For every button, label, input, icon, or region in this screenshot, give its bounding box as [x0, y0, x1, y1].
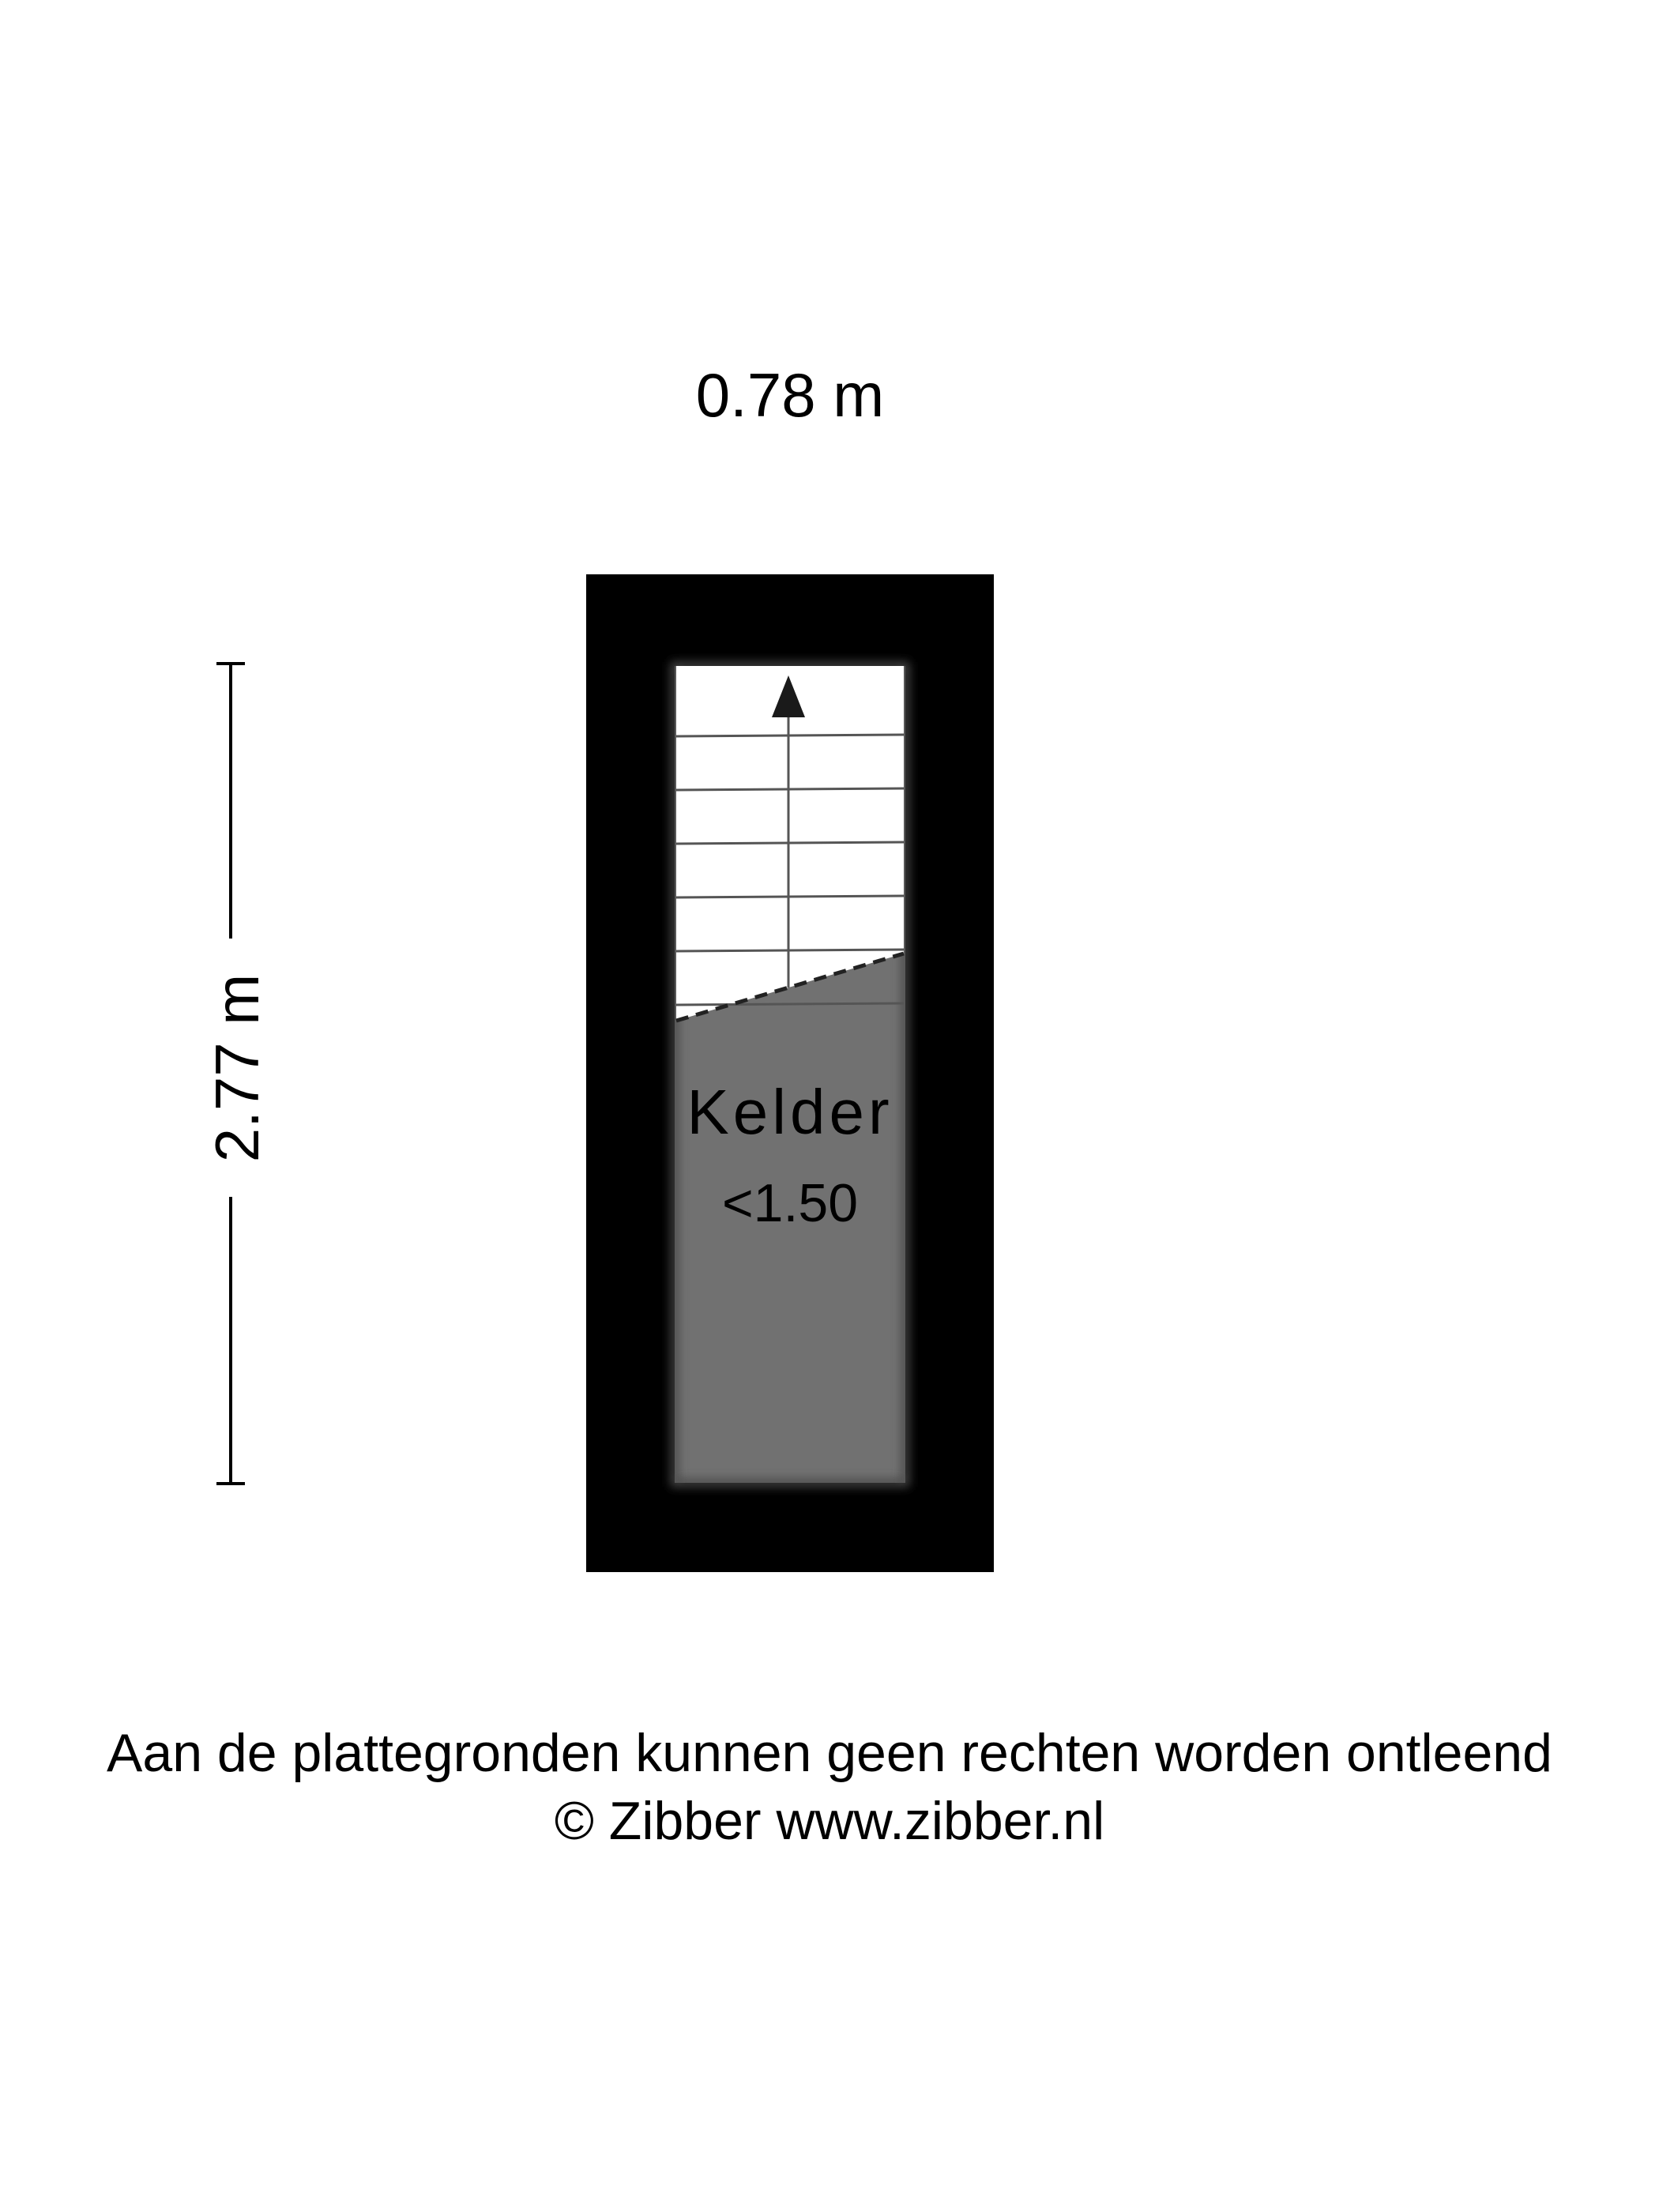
- stair-tread: [676, 788, 904, 790]
- stair-tread: [676, 1003, 904, 1005]
- copyright-text: © Zibber www.zibber.nl: [554, 1791, 1105, 1851]
- room-ceiling-height: <1.50: [721, 1173, 859, 1233]
- disclaimer-text: Aan de plattegronden kunnen geen rechten worden ontleend: [107, 1723, 1552, 1783]
- room-name: Kelder: [687, 1077, 893, 1147]
- height-dimension-label: 2.77 m: [202, 973, 272, 1163]
- stair-tread: [676, 842, 904, 844]
- stair-tread: [676, 896, 904, 897]
- stair-tread: [676, 735, 904, 736]
- width-dimension-label: 0.78 m: [695, 360, 885, 430]
- stair-tread: [676, 950, 904, 951]
